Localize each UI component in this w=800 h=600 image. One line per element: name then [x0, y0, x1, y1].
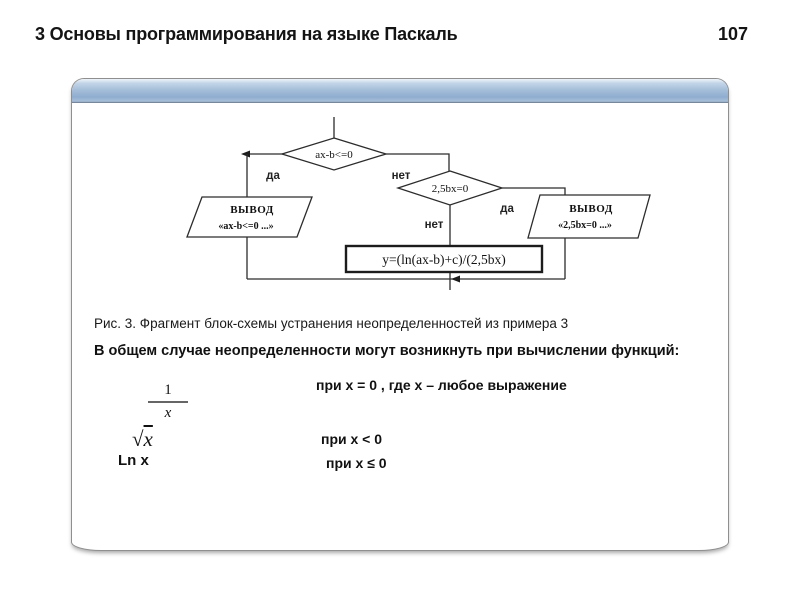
arrowhead-merge-icon	[451, 276, 460, 283]
flowchart-diagram	[182, 111, 652, 301]
page-title: 3 Основы программирования на языке Паскаль	[35, 24, 458, 44]
process-formula: y=(ln(ax-b)+c)/(2,5bx)	[382, 252, 506, 267]
decision-2-label: 2,5bx=0	[431, 183, 469, 195]
output-right-line2: «2,5bx=0 ...»	[558, 220, 612, 231]
connector-d2-right	[502, 188, 565, 195]
branch-no-right-label: нет	[391, 170, 411, 182]
condition-ln: при x ≤ 0	[326, 455, 387, 471]
arrowhead-left-icon	[241, 151, 250, 158]
page-number: 107	[717, 24, 748, 44]
output-left-line2: «ax-b<=0 ...»	[218, 221, 274, 232]
slide-panel	[71, 78, 729, 551]
fraction-numerator: 1	[148, 380, 188, 403]
condition-sqrt: при x < 0	[321, 431, 383, 447]
page-header	[35, 24, 748, 45]
condition-fraction: при x = 0 , где x – любое выражение	[316, 377, 567, 393]
connector-d1-right	[386, 154, 449, 171]
decision-1-label: ax-b<=0	[315, 149, 353, 161]
output-right-line1: ВЫВОД	[569, 203, 613, 215]
branch-no-down-label: нет	[424, 219, 444, 231]
output-left-line1: ВЫВОД	[230, 204, 274, 216]
intro-text: В общем случае неопределенности могут возникнуть при вычислении функций:	[94, 343, 680, 359]
formula-ln-x: Ln x	[118, 452, 149, 469]
output-right-parallelogram	[528, 195, 650, 238]
branch-yes-right-label: да	[500, 203, 514, 215]
sqrt-argument: x	[143, 427, 153, 451]
formula-sqrt-x	[132, 427, 153, 452]
formula-one-over-x	[148, 380, 188, 424]
fraction-denominator: x	[164, 405, 172, 421]
slide-header-bar	[72, 79, 728, 103]
branch-yes-left-label: да	[266, 170, 280, 182]
figure-caption: Рис. 3. Фрагмент блок-схемы устранения неопределенностей из примера 3	[94, 316, 569, 331]
sqrt-radical-icon: √	[132, 427, 144, 451]
